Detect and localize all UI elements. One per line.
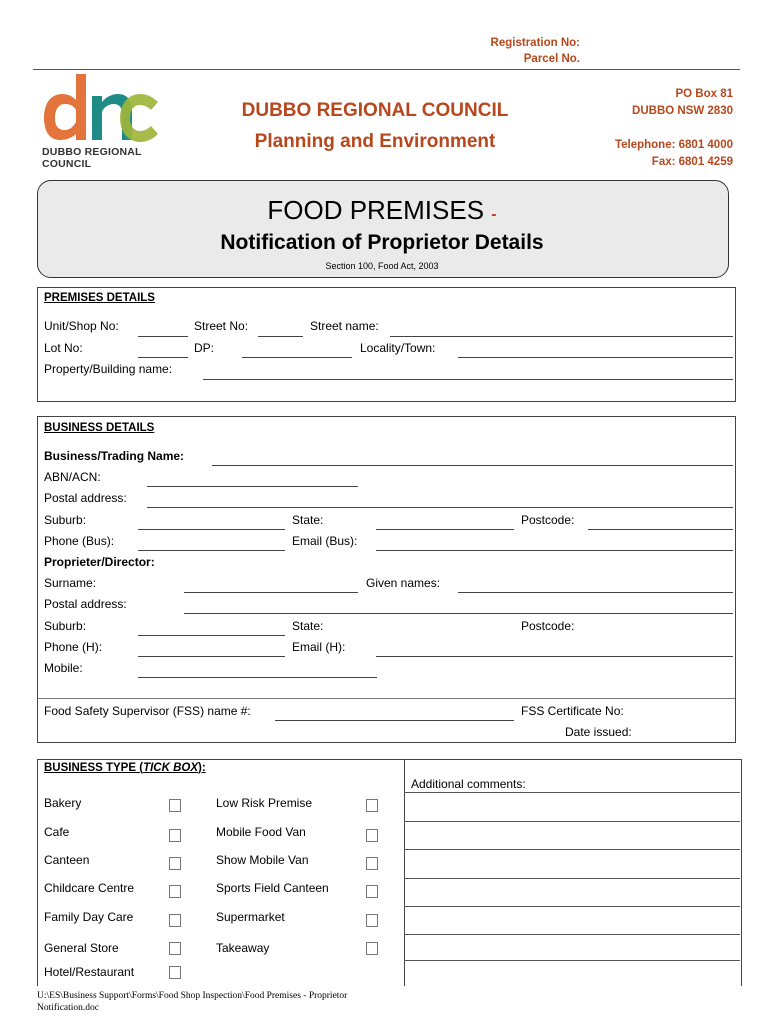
type-cafe-label: Cafe bbox=[44, 825, 70, 839]
business-type-title-italic: TICK BOX bbox=[143, 762, 199, 774]
type-show-mobile-van-checkbox[interactable] bbox=[366, 857, 378, 870]
postcode-2-label: Postcode: bbox=[521, 619, 575, 633]
type-family-day-care-label: Family Day Care bbox=[44, 910, 134, 924]
type-cafe-checkbox[interactable] bbox=[169, 829, 181, 842]
type-supermarket-label: Supermarket bbox=[216, 910, 285, 924]
abn-label: ABN/ACN: bbox=[44, 470, 101, 484]
dp-label: DP: bbox=[194, 341, 215, 355]
business-type-title-prefix: BUSINESS TYPE bbox=[44, 762, 137, 774]
form-title-dash: - bbox=[491, 206, 497, 223]
suburb-2-label: Suburb: bbox=[44, 619, 87, 633]
postal-address-2-field[interactable] bbox=[184, 613, 733, 614]
form-title bbox=[37, 195, 727, 226]
comments-line-4[interactable] bbox=[404, 878, 740, 879]
comments-line-2[interactable] bbox=[404, 821, 740, 822]
email-bus-label: Email (Bus): bbox=[292, 534, 358, 548]
form-subtitle: Notification of Proprietor Details bbox=[220, 231, 544, 254]
postal-address-field[interactable] bbox=[147, 507, 733, 508]
type-mobile-food-van-label: Mobile Food Van bbox=[216, 825, 306, 839]
additional-comments-label: Additional comments: bbox=[411, 777, 526, 791]
date-issued-label: Date issued: bbox=[565, 725, 632, 739]
type-low-risk-label: Low Risk Premise bbox=[216, 796, 313, 810]
section-reference: Section 100, Food Act, 2003 bbox=[325, 261, 439, 271]
type-takeaway-checkbox[interactable] bbox=[366, 942, 378, 955]
logo-text-line2: COUNCIL bbox=[42, 158, 92, 170]
unit-shop-label: Unit/Shop No: bbox=[44, 319, 119, 333]
council-logo bbox=[40, 72, 160, 172]
mobile-field[interactable] bbox=[138, 677, 377, 678]
street-no-label: Street No: bbox=[194, 319, 249, 333]
postal-address-label: Postal address: bbox=[44, 491, 127, 505]
given-names-field[interactable] bbox=[458, 592, 733, 593]
phone-h-label: Phone (H): bbox=[44, 640, 103, 654]
business-type-title-open: ( bbox=[139, 762, 144, 774]
email-h-label: Email (H): bbox=[292, 640, 346, 654]
type-supermarket-checkbox[interactable] bbox=[366, 914, 378, 927]
business-type-title bbox=[44, 762, 206, 774]
business-details-title: BUSINESS DETAILS bbox=[44, 422, 155, 434]
lot-no-field[interactable] bbox=[138, 357, 188, 358]
type-family-day-care-checkbox[interactable] bbox=[169, 914, 181, 927]
state-label: State: bbox=[292, 513, 324, 527]
council-logo-mark bbox=[40, 72, 160, 144]
fax: Fax: 6801 4259 bbox=[651, 156, 733, 168]
comments-line-6[interactable] bbox=[404, 934, 740, 935]
trading-name-label: Business/Trading Name: bbox=[44, 449, 185, 463]
comments-line-7[interactable] bbox=[404, 960, 740, 961]
type-sports-field-canteen-checkbox[interactable] bbox=[366, 885, 378, 898]
business-type-title-close: ): bbox=[198, 762, 206, 774]
proprietor-label: Proprieter/Director: bbox=[44, 555, 155, 569]
type-mobile-food-van-checkbox[interactable] bbox=[366, 829, 378, 842]
type-sports-field-canteen-label: Sports Field Canteen bbox=[216, 881, 329, 895]
given-names-label: Given names: bbox=[366, 576, 441, 590]
comments-line-3[interactable] bbox=[404, 849, 740, 850]
type-general-store-checkbox[interactable] bbox=[169, 942, 181, 955]
fss-name-label: Food Safety Supervisor (FSS) name #: bbox=[44, 704, 251, 718]
postal-address-2-label: Postal address: bbox=[44, 597, 127, 611]
type-bakery-checkbox[interactable] bbox=[169, 799, 181, 812]
additional-comments-box[interactable] bbox=[404, 759, 742, 986]
phone-h-field[interactable] bbox=[138, 656, 285, 657]
postcode-label: Postcode: bbox=[521, 513, 575, 527]
street-name-field[interactable] bbox=[390, 336, 733, 337]
document-path-line1: U:\ES\Business Support\Forms\Food Shop Inspection\Food Premises - Proprietor bbox=[37, 991, 348, 1001]
type-general-store-label: General Store bbox=[44, 941, 119, 955]
comments-line-5[interactable] bbox=[404, 906, 740, 907]
form-title-text: FOOD PREMISES bbox=[267, 195, 485, 225]
type-show-mobile-van-label: Show Mobile Van bbox=[216, 853, 309, 867]
surname-field[interactable] bbox=[184, 592, 358, 593]
fss-name-field[interactable] bbox=[275, 720, 514, 721]
street-no-field[interactable] bbox=[258, 336, 303, 337]
document-path-line2: Notification.doc bbox=[37, 1003, 99, 1013]
fss-certificate-label: FSS Certificate No: bbox=[521, 704, 624, 718]
type-canteen-checkbox[interactable] bbox=[169, 857, 181, 870]
phone-bus-field[interactable] bbox=[138, 550, 285, 551]
suburb-2-field[interactable] bbox=[138, 635, 285, 636]
suburb-label: Suburb: bbox=[44, 513, 87, 527]
locality-label: Locality/Town: bbox=[360, 341, 436, 355]
logo-text-line1: DUBBO REGIONAL bbox=[42, 146, 142, 158]
type-childcare-label: Childcare Centre bbox=[44, 881, 135, 895]
parcel-label: Parcel No. bbox=[523, 53, 580, 65]
phone-bus-label: Phone (Bus): bbox=[44, 534, 115, 548]
email-h-field[interactable] bbox=[376, 656, 733, 657]
type-hotel-restaurant-label: Hotel/Restaurant bbox=[44, 965, 135, 979]
city-address: DUBBO NSW 2830 bbox=[632, 105, 733, 117]
surname-label: Surname: bbox=[44, 576, 97, 590]
type-bakery-label: Bakery bbox=[44, 796, 82, 810]
street-name-label: Street name: bbox=[310, 319, 379, 333]
type-low-risk-checkbox[interactable] bbox=[366, 799, 378, 812]
type-takeaway-label: Takeaway bbox=[216, 941, 270, 955]
registration-label: Registration No: bbox=[490, 37, 580, 49]
mobile-label: Mobile: bbox=[44, 661, 83, 675]
premises-details-title: PREMISES DETAILS bbox=[44, 292, 155, 304]
suburb-field[interactable] bbox=[138, 529, 285, 530]
fss-divider bbox=[37, 698, 735, 699]
state-2-label: State: bbox=[292, 619, 324, 633]
telephone: Telephone: 6801 4000 bbox=[614, 139, 733, 151]
lot-no-label: Lot No: bbox=[44, 341, 83, 355]
type-childcare-checkbox[interactable] bbox=[169, 885, 181, 898]
email-bus-field[interactable] bbox=[376, 550, 733, 551]
locality-field[interactable] bbox=[458, 357, 733, 358]
department-name: Planning and Environment bbox=[254, 131, 496, 152]
dp-field[interactable] bbox=[242, 357, 352, 358]
comments-line-1[interactable] bbox=[404, 792, 740, 793]
trading-name-field[interactable] bbox=[212, 465, 733, 466]
type-hotel-restaurant-checkbox[interactable] bbox=[169, 966, 181, 979]
unit-shop-field[interactable] bbox=[138, 336, 188, 337]
type-canteen-label: Canteen bbox=[44, 853, 90, 867]
property-name-field[interactable] bbox=[203, 379, 733, 380]
header-divider bbox=[33, 69, 740, 70]
property-name-label: Property/Building name: bbox=[44, 362, 173, 376]
abn-field[interactable] bbox=[147, 486, 358, 487]
state-field[interactable] bbox=[376, 529, 514, 530]
po-box: PO Box 81 bbox=[675, 88, 733, 100]
postcode-field[interactable] bbox=[588, 529, 733, 530]
council-name: DUBBO REGIONAL COUNCIL bbox=[241, 100, 509, 121]
